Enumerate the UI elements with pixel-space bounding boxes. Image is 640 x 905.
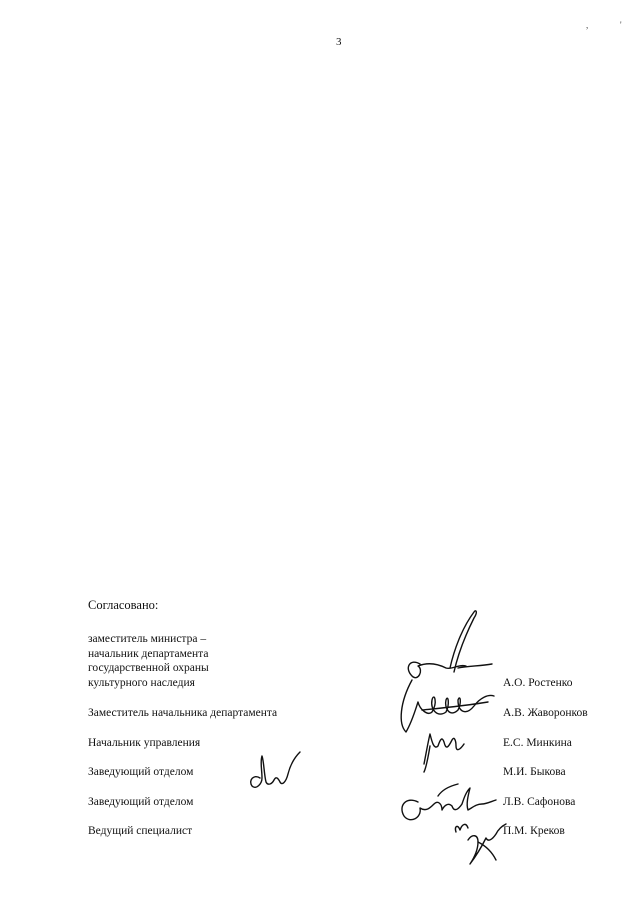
- name-bykova: М.И. Быкова: [503, 766, 566, 778]
- position-head-of-department-2: Заведующий отделом: [88, 796, 194, 808]
- position-head-of-administration: Начальник управления: [88, 737, 201, 749]
- first-position-block: [88, 632, 209, 690]
- signature-minkina: [412, 724, 472, 774]
- name-minkina: Е.С. Минкина: [503, 737, 572, 749]
- position-line: культурного наследия: [88, 676, 195, 689]
- position-line: начальник департамента: [88, 647, 209, 660]
- position-line: государственной охраны: [88, 662, 209, 675]
- position-head-of-department-1: Заведующий отделом: [88, 766, 194, 778]
- position-deputy-head: Заместитель начальника департамента: [88, 707, 278, 719]
- name-krekov: П.М. Креков: [503, 825, 565, 837]
- name-rostenko: А.О. Ростенко: [503, 677, 573, 689]
- corner-mark-right: ': [620, 20, 622, 30]
- page-number: 3: [336, 36, 342, 48]
- name-zhavoronkov: А.В. Жаворонков: [503, 707, 588, 719]
- signature-krekov: [448, 812, 508, 872]
- corner-mark-left: ,: [586, 20, 589, 30]
- position-leading-specialist: Ведущий специалист: [88, 825, 193, 837]
- approval-heading: Согласовано:: [88, 598, 159, 612]
- name-safonova: Л.В. Сафонова: [503, 796, 576, 808]
- signature-bykova: [244, 748, 304, 796]
- position-line: заместитель министра –: [88, 633, 207, 645]
